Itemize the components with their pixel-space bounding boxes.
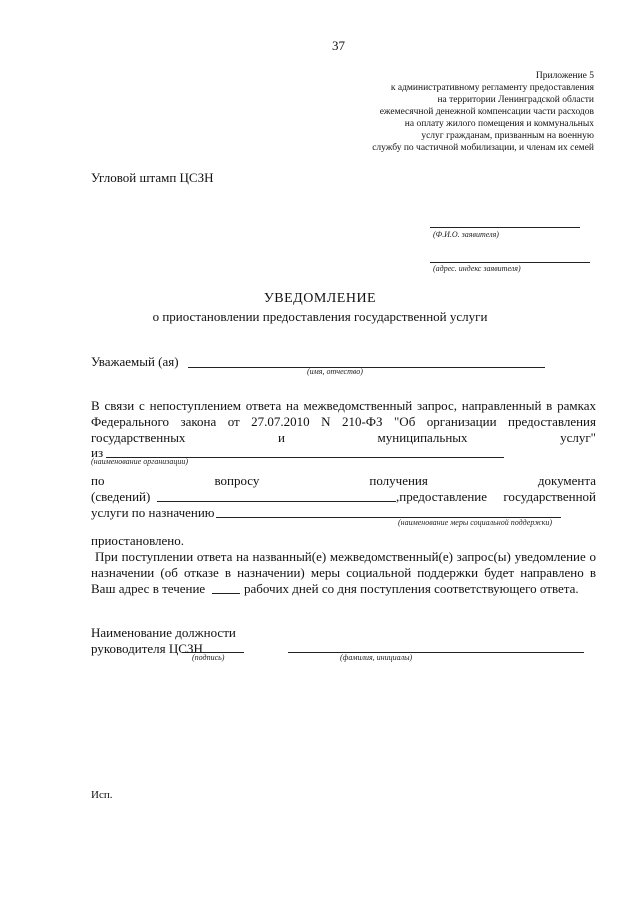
corner-stamp-label: Угловой штамп ЦСЗН bbox=[91, 170, 214, 185]
body-paragraph-3-line-3b: рабочих дней со дня поступления соответствующего ответа. bbox=[244, 581, 579, 596]
applicant-address-caption: (адрес. индекс заявителя) bbox=[433, 264, 521, 273]
from-label: из bbox=[91, 445, 104, 460]
appendix-line-5: на оплату жилого помещения и коммунальных bbox=[404, 119, 594, 129]
body-paragraph-1-line-2: Федерального закона от 27.07.2010 N 210-ФЗ "Об организации предоставления bbox=[91, 414, 596, 429]
name-initials-caption: (фамилия, инициалы) bbox=[340, 653, 413, 662]
body-paragraph-3-line-1: При поступлении ответа на названный(е) межведомственный(е) запрос(ы) уведомление о bbox=[95, 549, 596, 564]
appendix-line-1: Приложение 5 bbox=[535, 71, 594, 81]
appendix-line-6: услуг гражданам, призванным на военную bbox=[421, 131, 594, 141]
appendix-line-3: на территории Ленинградской области bbox=[437, 95, 594, 105]
organization-caption: (наименование организации) bbox=[91, 457, 189, 466]
applicant-fio-caption: (Ф.И.О. заявителя) bbox=[433, 230, 499, 239]
body-paragraph-3-line-3a: Ваш адрес в течение bbox=[91, 581, 206, 596]
position-title-line-1: Наименование должности bbox=[91, 625, 236, 640]
body-paragraph-1-line-3: государственных и муниципальных услуг" bbox=[91, 430, 596, 445]
appendix-line-4: ежемесячной денежной компенсации части расходов bbox=[379, 107, 594, 117]
page-number: 37 bbox=[332, 38, 345, 53]
appendix-line-7: службу по частичной мобилизации, и членам их семей bbox=[372, 143, 594, 153]
executor-label: Исп. bbox=[91, 789, 113, 801]
body-paragraph-1-line-1: В связи с непоступлением ответа на межведомственный запрос, направленный в рамках bbox=[91, 398, 596, 413]
signature-caption: (подпись) bbox=[192, 653, 225, 662]
body-paragraph-2-tail: ,предоставление государственной bbox=[396, 489, 596, 504]
document-title: УВЕДОМЛЕНИЕ bbox=[263, 291, 377, 306]
name-initials-line bbox=[288, 652, 584, 653]
applicant-fio-line bbox=[430, 227, 580, 228]
greeting-label: Уважаемый (ая) bbox=[91, 354, 179, 369]
body-paragraph-3-line-2: назначении (об отказе в назначении) меры социальной поддержки будет направлено в bbox=[91, 565, 596, 580]
greeting-name-caption: (имя, отчество) bbox=[307, 367, 363, 376]
days-count-line bbox=[212, 593, 240, 594]
document-subtitle: о приостановлении предоставления государственной услуги bbox=[152, 309, 488, 324]
position-title-line-2: руководителя ЦСЗН bbox=[91, 641, 203, 656]
document-name-line bbox=[157, 501, 396, 502]
suspended-text: приостановлено. bbox=[91, 533, 185, 548]
appendix-line-2: к административному регламенту предоставления bbox=[390, 83, 594, 93]
body-paragraph-2-svedeniy: (сведений) bbox=[91, 489, 151, 504]
body-paragraph-2-line-1: по вопросу получения документа bbox=[91, 473, 596, 488]
greeting-name-line bbox=[188, 367, 545, 368]
body-paragraph-2-line-3: услуги по назначению bbox=[91, 505, 215, 520]
applicant-address-line bbox=[430, 262, 590, 263]
measure-caption: (наименование меры социальной поддержки) bbox=[398, 518, 553, 527]
